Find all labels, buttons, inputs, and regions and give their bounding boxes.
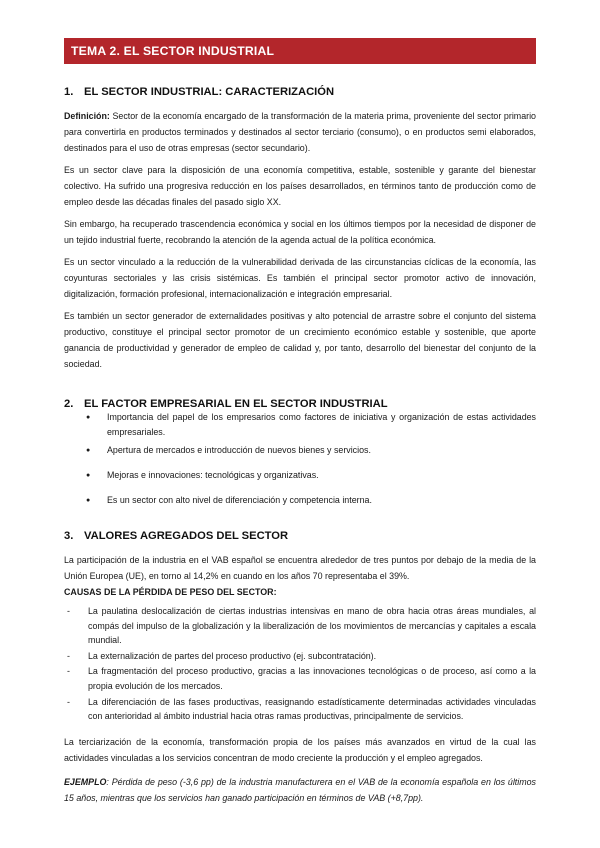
definition-text: Sector de la economía encargado de la transformación de la materia prima, proveniente del sector primario para convertirla en productos terminados y destinados al sector terciario (consumo), o en productos semi elaborados, destinados para el uso de otras empresas (sector secundario). [64, 111, 536, 153]
section-1-paragraph: Es un sector vinculado a la reducción de la vulnerabilidad derivada de las circunstancias cíclicas de la economía, las coyunturas sectoriales y las crisis sistémicas. Es también el principal sector promotor activo de innovación, digitalización, formación profesional, internacionalización e integración empresarial. [64, 257, 536, 299]
vab-intro-paragraph: La participación de la industria en el VAB español se encuentra alrededor de tres puntos por debajo de la media de la Unión Europea (UE), en torno al 14,2% en cuando en los años 70 representaba el 39%. [64, 555, 536, 581]
cause-item: - La externalización de partes del proceso productivo (ej. subcontratación). [64, 649, 536, 664]
example-text: : Pérdida de peso (-3,6 pp) de la industria manufacturera en el VAB de la economía española en los últimos 15 años, mientras que los servicios han ganado participación en términos de VAB (+8,7pp). [64, 776, 536, 803]
page-title-banner [64, 38, 536, 64]
section-1-title: EL SECTOR INDUSTRIAL: CARACTERIZACIÓN [84, 86, 335, 98]
bullet-item: ● Apertura de mercados e introducción de nuevos bienes y servicios. [84, 443, 536, 458]
section-2-bullet-list [64, 410, 536, 508]
example-label: EJEMPLO [64, 776, 107, 787]
cause-item: - La paulatina deslocalización de ciertas industrias intensivas en mano de obra hacia otras áreas mundiales, al compás del impulso de la globalización y la liberalización de los movimientos de mercancías y capitales a escala mundial. [64, 604, 536, 648]
causes-heading: CAUSAS DE LA PÉRDIDA DE PESO DEL SECTOR: [64, 587, 277, 597]
page-title: TEMA 2. EL SECTOR INDUSTRIAL [71, 44, 275, 58]
tertiarization-paragraph: La terciarización de la economía, transformación propia de los países más avanzados en virtud de la cual las actividades vinculadas a los servicios concentran de modo creciente la producción y el empleo agregados. [64, 736, 536, 763]
bullet-item: ● Mejoras e innovaciones: tecnológicas y organizativas. [84, 468, 536, 483]
bullet-item: ● Es un sector con alto nivel de diferenciación y competencia interna. [84, 493, 536, 508]
section-1-paragraph: Es también un sector generador de externalidades positivas y alto potencial de arrastre sobre el conjunto del sistema productivo, constituye el principal sector promotor de un crecimiento económico estable y sostenible, que aporte ganancia de productividad y generador de empleo de calidad y, por tanto, desarrollo del bienestar del conjunto de la sociedad. [64, 311, 536, 369]
section-2-heading [64, 398, 536, 410]
section-2-title: EL FACTOR EMPRESARIAL EN EL SECTOR INDUSTRIAL [84, 398, 388, 410]
section-3-title: VALORES AGREGADOS DEL SECTOR [84, 530, 289, 542]
bullet-item: ● Importancia del papel de los empresarios como factores de iniciativa y organización de estas actividades empresariales. [84, 410, 536, 440]
section-1-paragraph: Sin embargo, ha recuperado trascendencia económica y social en los últimos tiempos por la necesidad de disponer de un tejido industrial fuerte, recobrando la atención de la agenda actual de la política económica. [64, 219, 536, 245]
section-2-number: 2. [64, 398, 74, 410]
example-paragraph [64, 774, 536, 806]
causes-list [64, 604, 536, 724]
section-3-number: 3. [64, 530, 74, 542]
cause-item: - La fragmentación del proceso productivo, gracias a las innovaciones tecnológicas o de proceso, así como a la propia evolución de los mercados. [64, 664, 536, 693]
definition-label: Definición: [64, 111, 110, 121]
cause-item: - La diferenciación de las fases productivas, reasignando estadísticamente determinadas actividades vinculadas con anterioridad al ámbito industrial hacia otras ramas productivas, principalmente de servicios. [64, 695, 536, 724]
section-1-number: 1. [64, 86, 74, 98]
definition-paragraph [64, 108, 536, 156]
section-1-heading [64, 86, 536, 98]
section-1-paragraph: Es un sector clave para la disposición de una economía competitiva, estable, sostenible y garante del bienestar colectivo. Ha sufrido una progresiva reducción en los países desarrollados, en términos tanto de producción como de empleo desde las décadas finales del pasado siglo XX. [64, 165, 536, 207]
section-3-heading [64, 530, 536, 542]
